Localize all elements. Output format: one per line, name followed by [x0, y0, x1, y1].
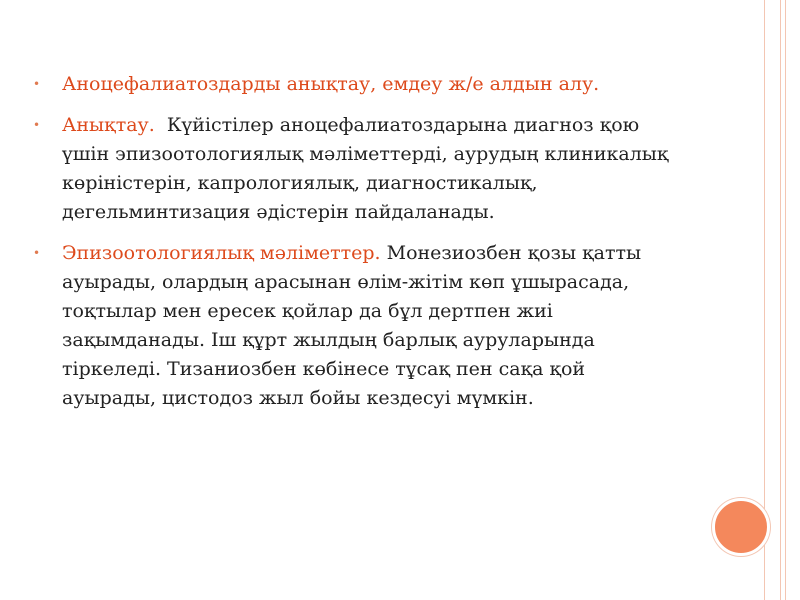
frame-line	[785, 0, 786, 600]
bullet-list	[33, 70, 683, 425]
heading-text: Аноцефалиатоздарды анықтау, емдеу ж/е алдын алу.	[62, 73, 600, 95]
heading-text: Анықтау.	[62, 114, 155, 136]
decorative-circle	[712, 498, 770, 556]
body-text: Күйістілер аноцефалиатоздарына диагноз қою үшін эпизоотологиялық мәліметтерді, аурудың клиникалық көріністерін, капрологиялық, диагностикалық, дегельминтизация әдістерін пайдаланады.	[62, 114, 675, 223]
frame-line	[780, 0, 781, 600]
heading-text: Эпизоотологиялық мәліметтер.	[62, 242, 381, 264]
list-item	[33, 239, 683, 413]
list-item	[33, 111, 683, 227]
bullet-icon: •	[33, 246, 41, 260]
body-text: Монезиозбен қозы қатты ауырады, олардың арасынан өлім-жітім көп ұшырасада, тоқтылар мен ересек қойлар да бұл дертпен жиі зақымданады. Іш құрт жылдың барлық ауруларында тіркеледі. Тизаниозбен көбінесе тұсақ пен сақа қой ауырады, цистодоз жыл бойы кездесуі мүмкін.	[62, 242, 642, 409]
list-item	[33, 70, 683, 99]
bullet-icon: •	[33, 77, 41, 91]
bullet-icon: •	[33, 118, 41, 132]
